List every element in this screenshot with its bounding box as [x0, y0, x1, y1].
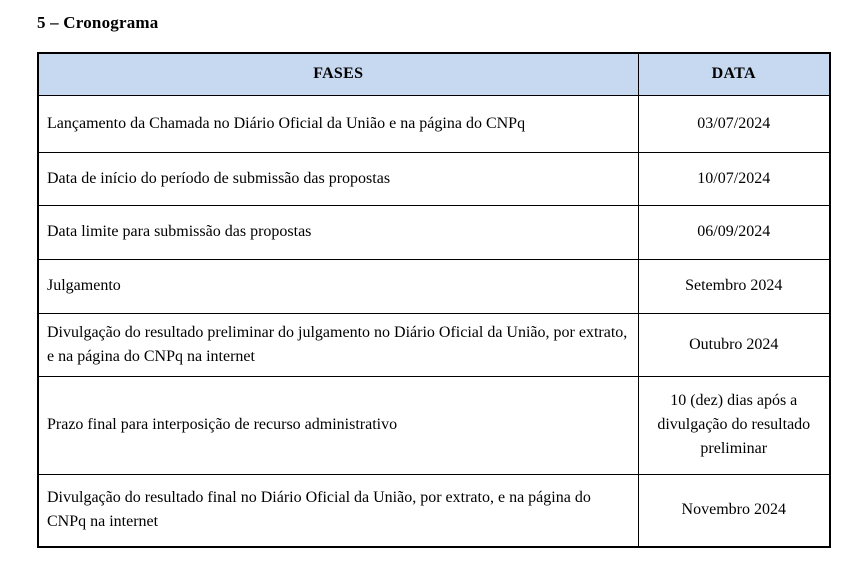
- cronograma-table: [37, 52, 831, 548]
- data-cell: 10 (dez) dias após a divulgação do resultado preliminar: [638, 376, 830, 474]
- table-row: [38, 259, 830, 313]
- data-cell: Setembro 2024: [638, 259, 830, 313]
- table-header-row: [38, 53, 830, 95]
- data-cell: Outubro 2024: [638, 313, 830, 376]
- data-cell: 10/07/2024: [638, 152, 830, 205]
- table-row: [38, 205, 830, 259]
- data-cell: 03/07/2024: [638, 95, 830, 152]
- data-cell: 06/09/2024: [638, 205, 830, 259]
- table-row: [38, 313, 830, 376]
- fase-cell: Divulgação do resultado preliminar do julgamento no Diário Oficial da União, por extrato, e na página do CNPq na internet: [38, 313, 638, 376]
- fase-cell: Data de início do período de submissão das propostas: [38, 152, 638, 205]
- table-row: [38, 376, 830, 474]
- fase-cell: Data limite para submissão das propostas: [38, 205, 638, 259]
- fase-cell: Julgamento: [38, 259, 638, 313]
- column-header-fases: FASES: [38, 53, 638, 95]
- table-row: [38, 95, 830, 152]
- table-row: [38, 474, 830, 547]
- fase-cell: Lançamento da Chamada no Diário Oficial da União e na página do CNPq: [38, 95, 638, 152]
- data-cell: Novembro 2024: [638, 474, 830, 547]
- section-title: 5 – Cronograma: [37, 13, 159, 32]
- fase-cell: Prazo final para interposição de recurso administrativo: [38, 376, 638, 474]
- fase-cell: Divulgação do resultado final no Diário Oficial da União, por extrato, e na página do CNPq na internet: [38, 474, 638, 547]
- column-header-data: DATA: [638, 53, 830, 95]
- table-row: [38, 152, 830, 205]
